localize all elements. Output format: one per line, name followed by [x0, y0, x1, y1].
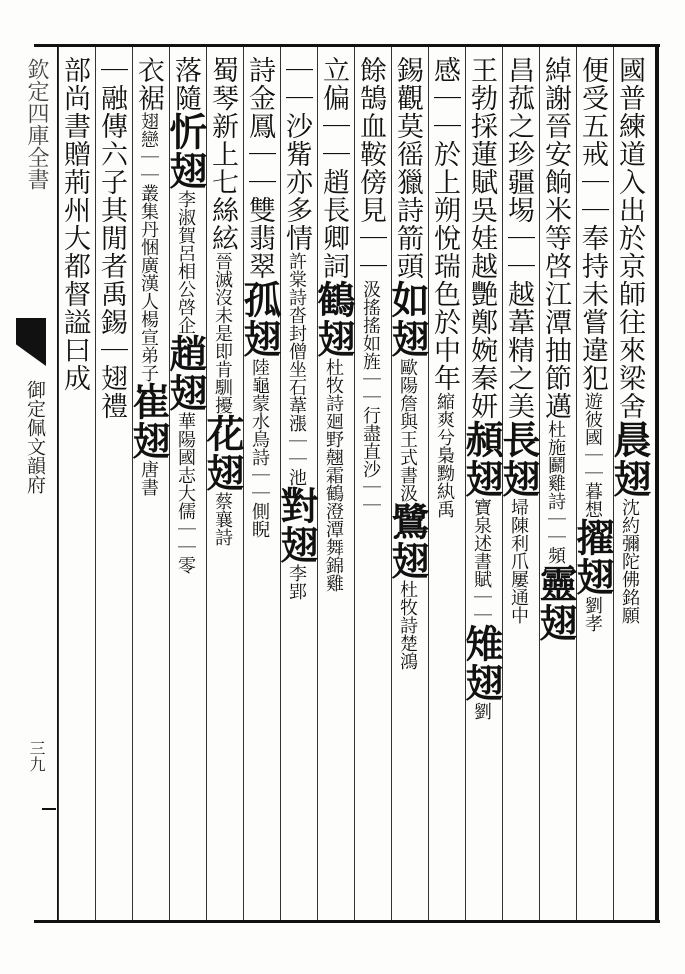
- text-run: 衣裾: [133, 56, 164, 112]
- text-column: [126, 56, 171, 914]
- text-run: 劉: [471, 702, 492, 720]
- headword: 孤翅: [237, 280, 282, 358]
- text-run: 縮爽兮梟黝紈: [434, 392, 455, 500]
- fold-margin: [6, 50, 54, 916]
- text-run: 埽陳利爪屢通中: [508, 498, 529, 624]
- text-run: 杜牧詩楚鴻: [397, 580, 418, 670]
- headword: 靈翅: [533, 564, 578, 642]
- headword: 鶴翅: [311, 280, 356, 358]
- text-run: 杜牧詩廻野翹霜鶴澄潭舞錦雞: [323, 358, 344, 592]
- text-run: 昌菰之珍疆埸｜｜越葦精之美: [503, 56, 534, 420]
- text-run: 國普練道入出於京師往來梁舍: [614, 56, 645, 420]
- frame-right-border: [655, 44, 659, 923]
- frame-top-border: [34, 44, 660, 47]
- text-run: 歐陽詹與王式書汲: [397, 358, 418, 502]
- text-column: [429, 56, 464, 914]
- text-run: 蜀琴新上七絲絃: [207, 56, 238, 252]
- text-run: 李淑賀呂相公啓企: [175, 190, 196, 334]
- text-run: 陸龜蒙水鳥詩｜｜側睨: [249, 358, 270, 538]
- text-run: 寶泉述書賦｜｜: [471, 498, 492, 624]
- book-title: 欽定四庫全書: [24, 58, 49, 190]
- text-column: [274, 56, 319, 914]
- text-column: [385, 56, 430, 914]
- page-tick: [42, 808, 56, 810]
- text-run: ｜｜沙觜亦多情: [281, 56, 312, 252]
- headword: 擢翅: [570, 518, 615, 596]
- text-column: [96, 56, 131, 914]
- headword: 趙翅: [163, 334, 208, 412]
- headword: 頳翅: [459, 420, 504, 498]
- text-column: [355, 56, 390, 914]
- text-run: 沈約彌陀佛銘願: [619, 498, 640, 624]
- section-title: 御定佩文韻府: [24, 380, 46, 494]
- text-run: 翅戀｜｜叢集丹悃: [138, 112, 159, 256]
- text-column: [59, 56, 94, 914]
- headword: 對翅: [274, 486, 319, 564]
- headword: 雉翅: [459, 624, 504, 702]
- text-run: 汲搖搖如旌｜｜: [360, 280, 381, 406]
- text-run: 落隨: [170, 56, 201, 112]
- headword: 崔翅: [126, 382, 171, 460]
- text-column: [200, 56, 245, 914]
- text-run: 晉滅沒未是即肯馴擾: [212, 252, 233, 414]
- text-run: 禹: [434, 500, 455, 518]
- headword: 如翅: [385, 280, 430, 358]
- text-column: [607, 56, 652, 914]
- text-run: 錫觀莫徭獵詩箭頭: [392, 56, 423, 280]
- text-run: 蔡襄詩: [212, 492, 233, 546]
- frame-bottom-border: [34, 920, 660, 923]
- text-run: ｜融傳六子其閒者禹錫｜翅禮: [96, 56, 127, 420]
- text-run: 感｜｜於上朔悅瑞色於中年: [429, 56, 460, 392]
- text-run: 詩金鳳｜｜雙翡翠: [244, 56, 275, 280]
- text-column: [496, 56, 541, 914]
- text-run: 遊彼國｜｜暮想: [582, 392, 603, 518]
- headword: 晨翅: [607, 420, 652, 498]
- text-run: 行盡直沙｜｜: [360, 406, 381, 514]
- text-column: [237, 56, 282, 914]
- headword: 花翅: [200, 414, 245, 492]
- text-run: 華陽國志大儒｜｜零: [175, 412, 196, 574]
- text-run: 王勃採蓮賦吳娃越艷鄭婉秦妍: [466, 56, 497, 420]
- text-run: 唐書: [138, 460, 159, 496]
- text-column: [459, 56, 504, 914]
- text-run: 廣漢人楊宣弟子: [138, 256, 159, 382]
- fish-tail-mark: [16, 318, 46, 366]
- page-number: 三九: [27, 740, 46, 772]
- text-run: 餘鵠血鞍傍見｜｜: [355, 56, 386, 280]
- headword: 長翅: [496, 420, 541, 498]
- text-column: [533, 56, 578, 914]
- text-run: 立偏｜｜趙長卿詞: [318, 56, 349, 280]
- text-run: 便受五戒｜｜奉持未嘗違犯: [577, 56, 608, 392]
- text-run: 部尚書贈荊州大都督謚曰成: [59, 56, 90, 392]
- text-column: [311, 56, 356, 914]
- text-run: 許棠詩沓封僧坐石葦漲｜｜池: [286, 252, 307, 486]
- text-run: 綽謝晉安餉米等啓江潭抽節邁: [540, 56, 571, 420]
- text-column: [570, 56, 615, 914]
- text-column: [163, 56, 208, 914]
- text-run: 劉孝: [582, 596, 603, 632]
- text-run: 李郢: [286, 564, 307, 600]
- text-run: 杜施鬬雞詩｜｜頻: [545, 420, 566, 564]
- headword: 忻翅: [163, 112, 208, 190]
- headword: 鷺翅: [385, 502, 430, 580]
